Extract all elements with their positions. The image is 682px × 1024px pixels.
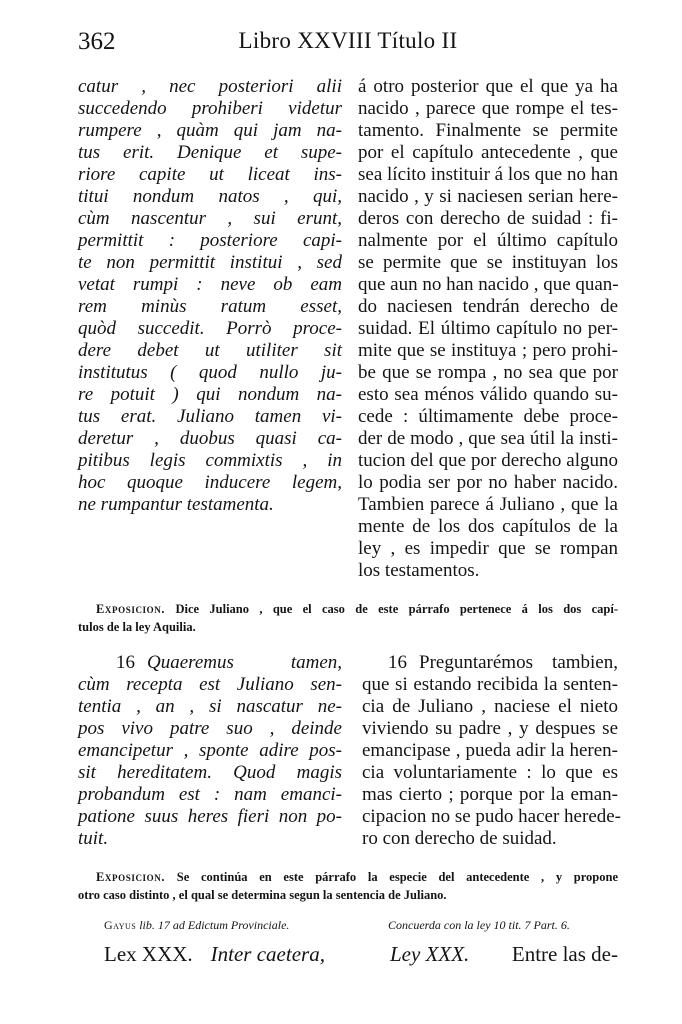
citation-author: Gayus: [104, 918, 137, 932]
text-line: lo podia ser por no haber nacido.: [358, 472, 618, 493]
spanish-column-section-16: [362, 652, 622, 850]
latin-first-line-text: Quaeremus tamen,: [147, 652, 342, 673]
text-line: probandum est : nam emanci-: [78, 784, 342, 805]
exposition-text: Se continúa en este párrafo la especie del antecedente , y propone: [176, 870, 619, 884]
text-line: ro con derecho de suidad.: [362, 828, 557, 849]
exposition-line: tulos de la ley Aquilia.: [78, 620, 196, 634]
text-line: pos vivo patre suo , deinde: [78, 718, 342, 739]
text-line: riore capite ut liceat ins-: [78, 164, 342, 185]
text-line: rem minùs ratum esset,: [78, 296, 342, 317]
text-line: re potuit ) qui nondum na-: [78, 384, 342, 405]
text-line: cia de Juliano , naciese el nieto: [362, 696, 618, 717]
text-line: cùm recepta est Juliano sen-: [78, 674, 342, 695]
text-line: suidad. El último capítulo no per-: [358, 318, 618, 339]
law-text-latin: Inter caetera,: [210, 942, 325, 966]
text-line: sea lícito instituir á los que no han: [358, 164, 619, 185]
text-line: titui nondum natos , qui,: [78, 186, 342, 207]
text-line: tentia , an , si nascatur ne-: [78, 696, 342, 717]
text-line: tus erat. Juliano tamen vi-: [78, 406, 342, 427]
latin-column-section-16: [78, 652, 342, 850]
exposition-label: Exposicion.: [96, 602, 166, 616]
latin-body: [78, 674, 342, 850]
text-line: viviendo su padre , y despues se: [362, 718, 618, 739]
text-line: rumpere , quàm qui jam na-: [78, 120, 342, 141]
text-line: que aun no han nacido , que quan-: [358, 274, 619, 295]
citation-right: Concuerda con la ley 10 tit. 7 Part. 6.: [388, 918, 570, 932]
exposition-label: Exposicion.: [96, 870, 166, 884]
spanish-first-line-text: Preguntarémos tambien,: [419, 652, 618, 673]
text-line: cipacion no se pudo hacer herede-: [362, 806, 622, 827]
text-line: ley , es impedir que se rompan: [358, 538, 618, 559]
text-line: cede : últimamente debe proce-: [358, 406, 618, 427]
latin-line: [78, 652, 342, 674]
text-line: mas cierto ; porque por la eman-: [362, 784, 618, 805]
text-line: be que se rompa , no sea que por: [358, 362, 618, 383]
text-line: succedendo prohiberi videtur: [78, 98, 342, 119]
text-line: nacido , parece que rompe el tes-: [358, 98, 618, 119]
spanish-column-section-15: [358, 76, 618, 582]
text-line: do naciesen tendrán derecho de: [358, 296, 618, 317]
text-line: vetat rumpi : neve ob eam: [78, 274, 342, 295]
text-line: dere debet ut utiliter sit: [78, 340, 342, 361]
citation-left: [104, 918, 289, 933]
text-line: cia voluntariamente : lo que es: [362, 762, 618, 783]
page-header: [78, 28, 618, 58]
exposition-line: [78, 868, 618, 886]
text-line: der de modo , que sea útil la insti-: [358, 428, 618, 449]
spanish-body: [362, 674, 622, 850]
text-line: Tambien parece á Juliano , que la: [358, 494, 618, 515]
spanish-line: [362, 652, 618, 674]
text-line: los testamentos.: [358, 560, 480, 581]
text-line: mite que se instituya ; pero prohi-: [358, 340, 618, 361]
text-line: tus erit. Denique et supe-: [78, 142, 342, 163]
text-line: tamento. Finalmente se permite: [358, 120, 618, 141]
text-line: patione suus heres fieri non po-: [78, 806, 342, 827]
text-line: se permite que se instituyan los: [358, 252, 618, 273]
exposition-line: [78, 600, 618, 618]
text-line: nacido , y si naciesen serian here-: [358, 186, 618, 207]
text-line: por el capítulo antecedente , que: [358, 142, 618, 163]
text-line: permittit : posteriore capi-: [78, 230, 342, 251]
text-line: esto sea ménos válido quando su-: [358, 384, 618, 405]
exposition-section-15: [78, 600, 618, 636]
text-line: quòd succedit. Porrò proce-: [78, 318, 342, 339]
text-line: te non permittit institui , sed: [78, 252, 342, 273]
text-line: á otro posterior que el que ya ha: [358, 76, 618, 97]
law-heading-spanish: [390, 942, 618, 967]
text-line: nalmente por el último capítulo: [358, 230, 618, 251]
text-line: emancipase , pueda adir la heren-: [362, 740, 618, 761]
law-number-latin: Lex XXX.: [104, 942, 193, 966]
law-heading-latin: [104, 942, 325, 967]
text-line: institutus ( quod nullo ju-: [78, 362, 342, 383]
text-line: pitibus legis commixtis , in: [78, 450, 342, 471]
law-number-spanish: Ley XXX.: [390, 942, 470, 966]
text-line: tucion del que por derecho alguno: [358, 450, 618, 471]
text-line: tuit.: [78, 828, 109, 849]
text-line: deretur , duobus quasi ca-: [78, 428, 342, 449]
text-line: cùm nascentur , sui erunt,: [78, 208, 342, 229]
page-number: 362: [78, 28, 116, 55]
text-line: catur , nec posteriori alii: [78, 76, 342, 97]
citation-source: lib. 17 ad Edictum Provinciale.: [139, 918, 290, 932]
section-number: 16: [388, 652, 407, 673]
latin-column-section-15: [78, 76, 342, 516]
exposition-text: Dice Juliano , que el caso de este párrafo pertenece á los dos capí-: [175, 602, 619, 616]
text-line: mente de los dos capítulos de la: [358, 516, 618, 537]
exposition-line: otro caso distinto , el qual se determina segun la sentencia de Juliano.: [78, 888, 447, 902]
running-title: Libro XXVIII Título II: [238, 28, 458, 53]
text-line: emancipetur , sponte adire pos-: [78, 740, 342, 761]
law-text-spanish: Entre las de-: [511, 942, 618, 966]
text-line: deros con derecho de suidad : fi-: [358, 208, 618, 229]
text-line: sit hereditatem. Quod magis: [78, 762, 342, 783]
text-line: hoc quoque inducere legem,: [78, 472, 342, 493]
exposition-section-16: [78, 868, 618, 904]
text-line: ne rumpantur testamenta.: [78, 494, 274, 515]
section-number: 16: [116, 652, 135, 673]
text-line: que si estando recibida la senten-: [362, 674, 618, 695]
